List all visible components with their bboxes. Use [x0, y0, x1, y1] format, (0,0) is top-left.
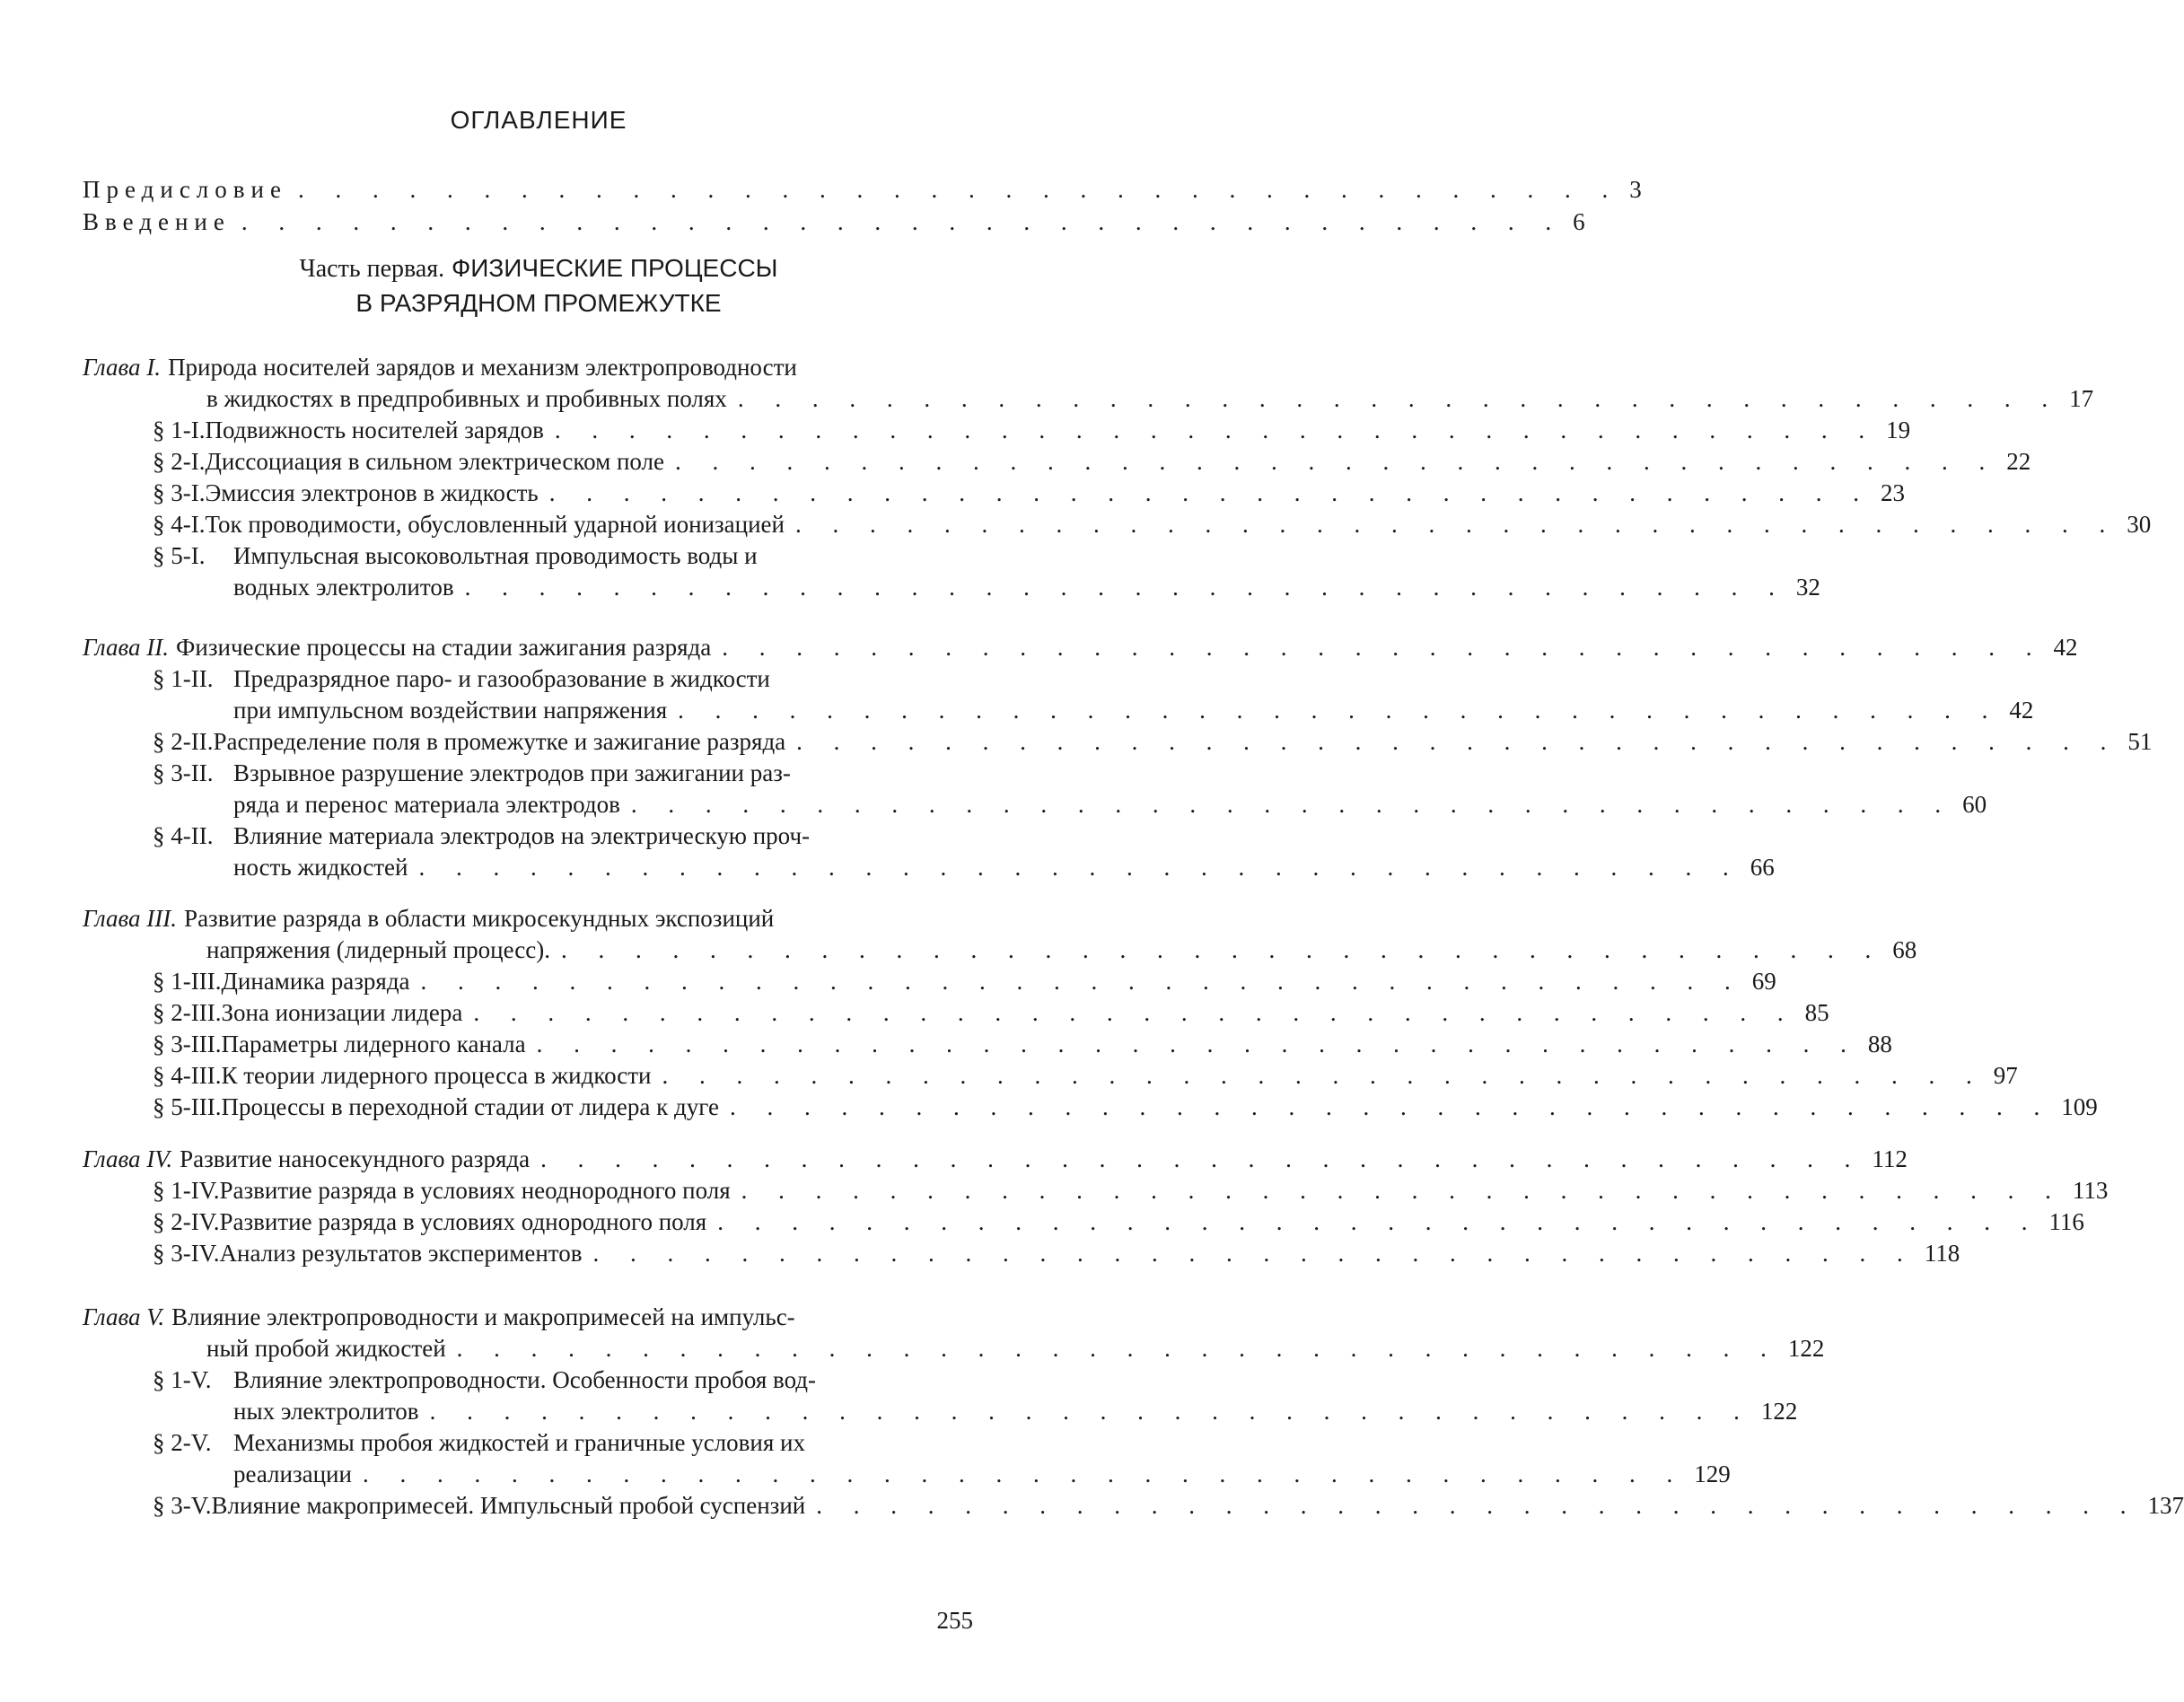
- page-ref: 97: [1993, 1062, 2018, 1089]
- leader-dots: . . . . . . . . . . . . . . . . . . . . . . . . . . . . . . . . . . . .: [456, 1335, 1779, 1362]
- leader-dots: . . . . . . . . . . . . . . . . . . . . . . . . . . . . . . . . . . . .: [675, 448, 1998, 475]
- section-number: § 2-II.: [153, 728, 214, 755]
- section-title: Подвижность носителей зарядов: [205, 417, 544, 443]
- section-number: § 4-I.: [153, 511, 206, 538]
- leader-dots: . . . . . . . . . . . . . . . . . . . . . . . . . . . . . . . . . . . .: [794, 511, 2118, 538]
- page-ref: 88: [1867, 1031, 1892, 1057]
- page-ref: 69: [1751, 968, 1776, 995]
- chapter-heading: [83, 905, 975, 937]
- section-number: § 5-III.: [153, 1093, 222, 1120]
- leader-dots: . . . . . . . . . . . . . . . . . . . . . . . . . . . . . . . . . . . .: [464, 574, 1787, 601]
- section-title: Эмиссия электронов в жидкость: [205, 479, 539, 506]
- part-lead: Часть первая.: [299, 255, 445, 283]
- section-title: Развитие разряда в условиях однородного поля: [219, 1208, 707, 1235]
- section-number: § 3-V.: [153, 1492, 212, 1519]
- leader-dots: . . . . . . . . . . . . . . . . . . . . . . . . . . . . . . . . . . . .: [737, 385, 2061, 412]
- section-title: Влияние материала электродов на электрическую проч-: [233, 822, 811, 849]
- page-ref: 60: [1962, 791, 1987, 818]
- section-number: § 1-IV.: [153, 1177, 220, 1204]
- section-entry: [153, 1093, 2098, 1126]
- entry-title: Предисловие: [83, 176, 287, 203]
- section-entry: [153, 1062, 2018, 1094]
- leader-dots: . . . . . . . . . . . . . . . . . . . . . . . . . . . . . . . . . . . .: [297, 176, 1621, 203]
- section-entry: [153, 542, 975, 575]
- toc-entry-front: [83, 208, 1585, 241]
- section-title: Развитие разряда в условиях неоднородного поля: [219, 1177, 731, 1204]
- section-entry: [233, 697, 2034, 729]
- section-title: К теории лидерного процесса в жидкости: [221, 1062, 652, 1089]
- page-ref: 122: [1787, 1335, 1825, 1362]
- page-ref: 6: [1573, 208, 1585, 235]
- section-number: § 1-II.: [153, 665, 214, 692]
- section-title: Распределение поля в промежутке и зажигание разряда: [213, 728, 786, 755]
- section-title: Анализ результатов экспериментов: [219, 1240, 583, 1267]
- page-ref: 17: [2069, 385, 2094, 412]
- leader-dots: . . . . . . . . . . . . . . . . . . . . . . . . . . . . . . . . . . . .: [540, 1145, 1864, 1172]
- leader-dots: . . . . . . . . . . . . . . . . . . . . . . . . . . . . . . . . . . . .: [741, 1177, 2064, 1204]
- section-entry: [153, 1208, 2084, 1241]
- chapter-label: Глава I.: [83, 354, 162, 381]
- section-entry: [153, 968, 1776, 1000]
- leader-dots: . . . . . . . . . . . . . . . . . . . . . . . . . . . . . . . . . . . .: [560, 936, 1884, 963]
- chapter-heading: [83, 1145, 1908, 1178]
- section-number: § 2-IV.: [153, 1208, 220, 1235]
- chapter-heading: [83, 634, 2078, 666]
- leader-dots: . . . . . . . . . . . . . . . . . . . . . . . . . . . . . . . . . . . .: [630, 791, 1954, 818]
- page-ref: 23: [1880, 479, 1905, 506]
- page-ref: 68: [1892, 936, 1917, 963]
- leader-dots: . . . . . . . . . . . . . . . . . . . . . . . . . . . . . . . . . . . .: [592, 1240, 1916, 1267]
- leader-dots: . . . . . . . . . . . . . . . . . . . . . . . . . . . . . . . . . . . .: [536, 1031, 1859, 1057]
- leader-dots: . . . . . . . . . . . . . . . . . . . . . . . . . . . . . . . . . . . .: [473, 999, 1796, 1026]
- chapter-title: Природа носителей зарядов и механизм электропроводности: [168, 354, 797, 381]
- page-ref: 66: [1750, 854, 1775, 881]
- leader-dots: . . . . . . . . . . . . . . . . . . . . . . . . . . . . . . . . . . . .: [662, 1062, 1985, 1089]
- section-title: Взрывное разрушение электродов при зажигании раз-: [233, 759, 791, 786]
- section-number: § 5-I.: [153, 542, 206, 569]
- section-entry: [153, 1177, 2109, 1209]
- leader-dots: . . . . . . . . . . . . . . . . . . . . . . . . . . . . . . . . . . . .: [678, 697, 2001, 724]
- leader-dots: . . . . . . . . . . . . . . . . . . . . . . . . . . . . . . . . . . . .: [796, 728, 2119, 755]
- leader-dots: . . . . . . . . . . . . . . . . . . . . . . . . . . . . . . . . . . . .: [717, 1208, 2040, 1235]
- section-number: § 3-I.: [153, 479, 206, 506]
- chapter-label: Глава III.: [83, 905, 178, 932]
- section-number: § 4-III.: [153, 1062, 222, 1089]
- page-ref: 22: [2006, 448, 2031, 475]
- section-number: § 3-IV.: [153, 1240, 220, 1267]
- page-ref: 112: [1872, 1145, 1908, 1172]
- section-entry: [153, 417, 1911, 449]
- page-ref: 122: [1760, 1398, 1798, 1425]
- section-entry: [153, 1366, 975, 1399]
- section-number: § 1-III.: [153, 968, 222, 995]
- chapter-heading: [206, 1335, 1825, 1367]
- section-entry: [233, 791, 1987, 823]
- section-entry: [233, 574, 1820, 606]
- part-title-line-2: В РАЗРЯДНОМ ПРОМЕЖУТКЕ: [355, 289, 722, 317]
- page-ref: 113: [2072, 1177, 2109, 1204]
- section-title: Влияние макропримесей. Импульсный пробой суспензий: [211, 1492, 806, 1519]
- leader-dots: . . . . . . . . . . . . . . . . . . . . . . . . . . . . . . . . . . . .: [729, 1093, 2053, 1120]
- section-title: Диссоциация в сильном электрическом поле: [205, 448, 664, 475]
- section-title: ность жидкостей: [233, 854, 408, 881]
- section-entry: [153, 999, 1829, 1031]
- page-ref: 129: [1694, 1461, 1731, 1487]
- section-title: Динамика разряда: [221, 968, 410, 995]
- chapter-heading: [206, 385, 2094, 417]
- page-ref: 85: [1804, 999, 1829, 1026]
- section-title: Импульсная высоковольтная проводимость воды и: [233, 542, 758, 569]
- section-entry: [153, 728, 2153, 760]
- section-entry: [153, 1240, 1960, 1272]
- page-ref: 118: [1924, 1240, 1960, 1267]
- chapter-heading: [83, 1303, 975, 1336]
- section-number: § 2-I.: [153, 448, 206, 475]
- section-title: Процессы в переходной стадии от лидера к дуге: [221, 1093, 719, 1120]
- section-number: § 2-V.: [153, 1429, 212, 1456]
- section-number: § 3-III.: [153, 1031, 222, 1057]
- section-title: водных электролитов: [233, 574, 454, 601]
- section-entry: [233, 854, 1775, 886]
- leader-dots: . . . . . . . . . . . . . . . . . . . . . . . . . . . . . . . . . . . .: [420, 968, 1743, 995]
- chapter-label: Глава V.: [83, 1303, 165, 1330]
- section-number: § 3-II.: [153, 759, 214, 786]
- section-entry: [153, 1031, 1892, 1063]
- section-title: Влияние электропроводности. Особенности пробоя вод-: [233, 1366, 817, 1393]
- page-ref: 116: [2048, 1208, 2084, 1235]
- page-ref: 42: [2009, 697, 2034, 724]
- toc-entry-front: [83, 176, 1642, 208]
- section-title: при импульсном воздействии напряжения: [233, 697, 668, 724]
- section-title: ных электролитов: [233, 1398, 419, 1425]
- part-title-line-1: ФИЗИЧЕСКИЕ ПРОЦЕССЫ: [451, 254, 778, 282]
- page-ref: 3: [1629, 176, 1642, 203]
- page-ref: 42: [2053, 634, 2078, 661]
- leader-dots: . . . . . . . . . . . . . . . . . . . . . . . . . . . . . . . . . . . .: [722, 634, 2045, 661]
- section-title: Ток проводимости, обусловленный ударной ионизацией: [205, 511, 785, 538]
- page-ref: 137: [2147, 1492, 2184, 1519]
- page-ref: 109: [2061, 1093, 2098, 1120]
- section-entry: [233, 1461, 1731, 1493]
- leader-dots: . . . . . . . . . . . . . . . . . . . . . . . . . . . . . . . . . . . .: [548, 479, 1872, 506]
- page-number: 255: [936, 1607, 973, 1634]
- section-entry: [153, 511, 2152, 543]
- section-entry: [153, 665, 975, 697]
- section-title: Параметры лидерного канала: [221, 1031, 526, 1057]
- leader-dots: . . . . . . . . . . . . . . . . . . . . . . . . . . . . . . . . . . . .: [418, 854, 1741, 881]
- section-entry: [153, 822, 975, 855]
- page-ref: 30: [2127, 511, 2152, 538]
- page-ref: 32: [1795, 574, 1820, 601]
- section-title: Предразрядное паро- и газообразование в жидкости: [233, 665, 770, 692]
- section-number: § 4-II.: [153, 822, 214, 849]
- section-number: § 1-V.: [153, 1366, 212, 1393]
- chapter-title: Физические процессы на стадии зажигания разряда: [176, 634, 712, 661]
- section-title: ряда и перенос материала электродов: [233, 791, 620, 818]
- page-title: ОГЛАВЛЕНИЕ: [450, 106, 627, 134]
- chapter-heading: [83, 354, 975, 386]
- chapter-heading: [206, 936, 1917, 969]
- section-title: Зона ионизации лидера: [221, 999, 463, 1026]
- section-entry: [153, 479, 1905, 512]
- section-entry: [153, 448, 2031, 480]
- section-entry: [153, 1492, 2184, 1524]
- section-title: реализации: [233, 1461, 352, 1487]
- chapter-label: Глава IV.: [83, 1145, 173, 1172]
- chapter-title: напряжения (лидерный процесс).: [206, 936, 550, 963]
- chapter-title: Развитие наносекундного разряда: [180, 1145, 531, 1172]
- chapter-title: ный пробой жидкостей: [206, 1335, 446, 1362]
- section-entry: [233, 1398, 1798, 1430]
- chapter-label: Глава II.: [83, 634, 170, 661]
- section-entry: [153, 1429, 975, 1461]
- part-title: [0, 251, 1077, 320]
- leader-dots: . . . . . . . . . . . . . . . . . . . . . . . . . . . . . . . . . . . .: [429, 1398, 1752, 1425]
- chapter-title: Развитие разряда в области микросекундных экспозиций: [184, 905, 775, 932]
- leader-dots: . . . . . . . . . . . . . . . . . . . . . . . . . . . . . . . . . . . .: [554, 417, 1878, 443]
- entry-title: Введение: [83, 208, 231, 235]
- page-ref: 19: [1886, 417, 1911, 443]
- leader-dots: . . . . . . . . . . . . . . . . . . . . . . . . . . . . . . . . . . . .: [362, 1461, 1686, 1487]
- section-entry: [153, 759, 975, 792]
- leader-dots: . . . . . . . . . . . . . . . . . . . . . . . . . . . . . . . . . . . .: [816, 1492, 2139, 1519]
- leader-dots: . . . . . . . . . . . . . . . . . . . . . . . . . . . . . . . . . . . .: [241, 208, 1565, 235]
- section-number: § 1-I.: [153, 417, 206, 443]
- page-ref: 51: [2127, 728, 2153, 755]
- section-title: Механизмы пробоя жидкостей и граничные условия их: [233, 1429, 805, 1456]
- chapter-title: Влияние электропроводности и макропримесей на импульс-: [171, 1303, 795, 1330]
- section-number: § 2-III.: [153, 999, 222, 1026]
- chapter-title: в жидкостях в предпробивных и пробивных полях: [206, 385, 727, 412]
